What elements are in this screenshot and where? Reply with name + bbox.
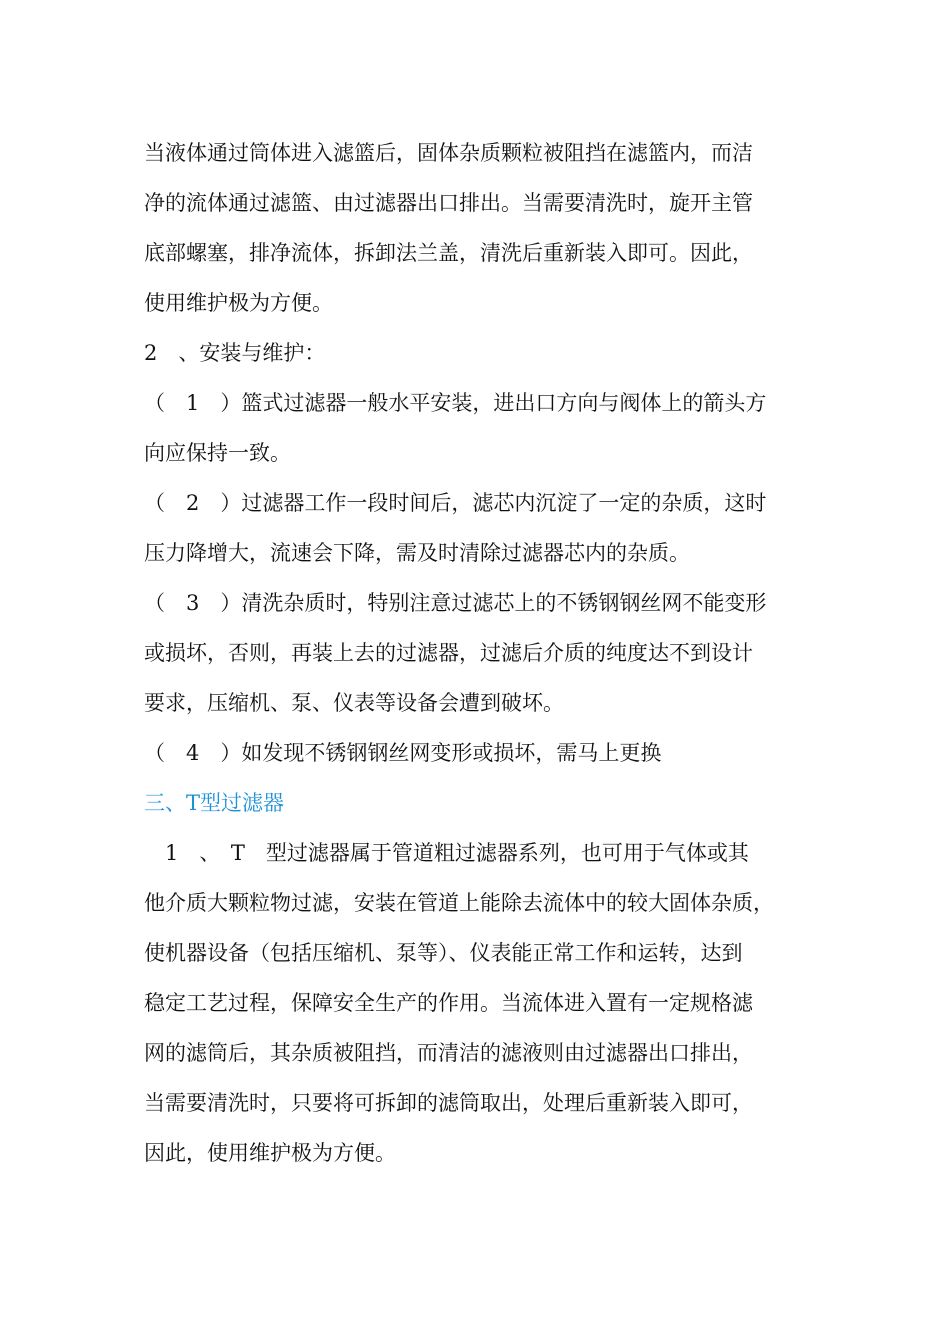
text-line: 向应保持一致。	[144, 441, 291, 465]
list-item-1	[144, 378, 812, 478]
text-line: 净的流体通过滤篮、由过滤器出口排出。当需要清洗时，旋开主管	[144, 191, 753, 215]
text-line: （ 4 ）如发现不锈钢钢丝网变形或损坏，需马上更换	[144, 741, 662, 765]
text-line: （ 3 ）清洗杂质时，特别注意过滤芯上的不锈钢钢丝网不能变形	[144, 591, 767, 615]
text-line: 当液体通过筒体进入滤篮后，固体杂质颗粒被阻挡在滤篮内，而洁	[144, 141, 753, 165]
subheading-installation-maintenance: 2 、安装与维护：	[144, 341, 326, 365]
text-line: 使机器设备（包括压缩机、泵等）、仪表能正常工作和运转，达到	[144, 941, 743, 965]
text-line: 使用维护极为方便。	[144, 291, 333, 315]
text-line: （ 1 ）篮式过滤器一般水平安装，进出口方向与阀体上的箭头方	[144, 391, 767, 415]
paragraph-t-filter-description	[144, 828, 812, 1178]
section-heading-t-filter: 三、T型过滤器	[144, 791, 285, 815]
text-line: 稳定工艺过程，保障安全生产的作用。当流体进入置有一定规格滤	[144, 991, 753, 1015]
text-line: 当需要清洗时，只要将可拆卸的滤筒取出，处理后重新装入即可，	[144, 1091, 753, 1115]
text-line: 他介质大颗粒物过滤，安装在管道上能除去流体中的较大固体杂质，	[144, 891, 774, 915]
text-line: 压力降增大，流速会下降，需及时清除过滤器芯内的杂质。	[144, 541, 690, 565]
text-line: 1 、 T 型过滤器属于管道粗过滤器系列，也可用于气体或其	[144, 841, 749, 865]
text-line: 或损坏，否则，再装上去的过滤器，过滤后介质的纯度达不到设计	[144, 641, 753, 665]
text-line: 网的滤筒后，其杂质被阻挡，而清洁的滤液则由过滤器出口排出，	[144, 1041, 753, 1065]
list-item-2	[144, 478, 812, 578]
text-line: 要求，压缩机、泵、仪表等设备会遭到破坏。	[144, 691, 564, 715]
text-line: 因此，使用维护极为方便。	[144, 1141, 396, 1165]
document-body	[144, 128, 812, 1178]
list-item-4	[144, 728, 812, 778]
paragraph-basket-filter-principle	[144, 128, 812, 328]
text-line: （ 2 ）过滤器工作一段时间后，滤芯内沉淀了一定的杂质，这时	[144, 491, 767, 515]
list-item-3	[144, 578, 812, 728]
text-line: 底部螺塞，排净流体，拆卸法兰盖，清洗后重新装入即可。因此，	[144, 241, 753, 265]
